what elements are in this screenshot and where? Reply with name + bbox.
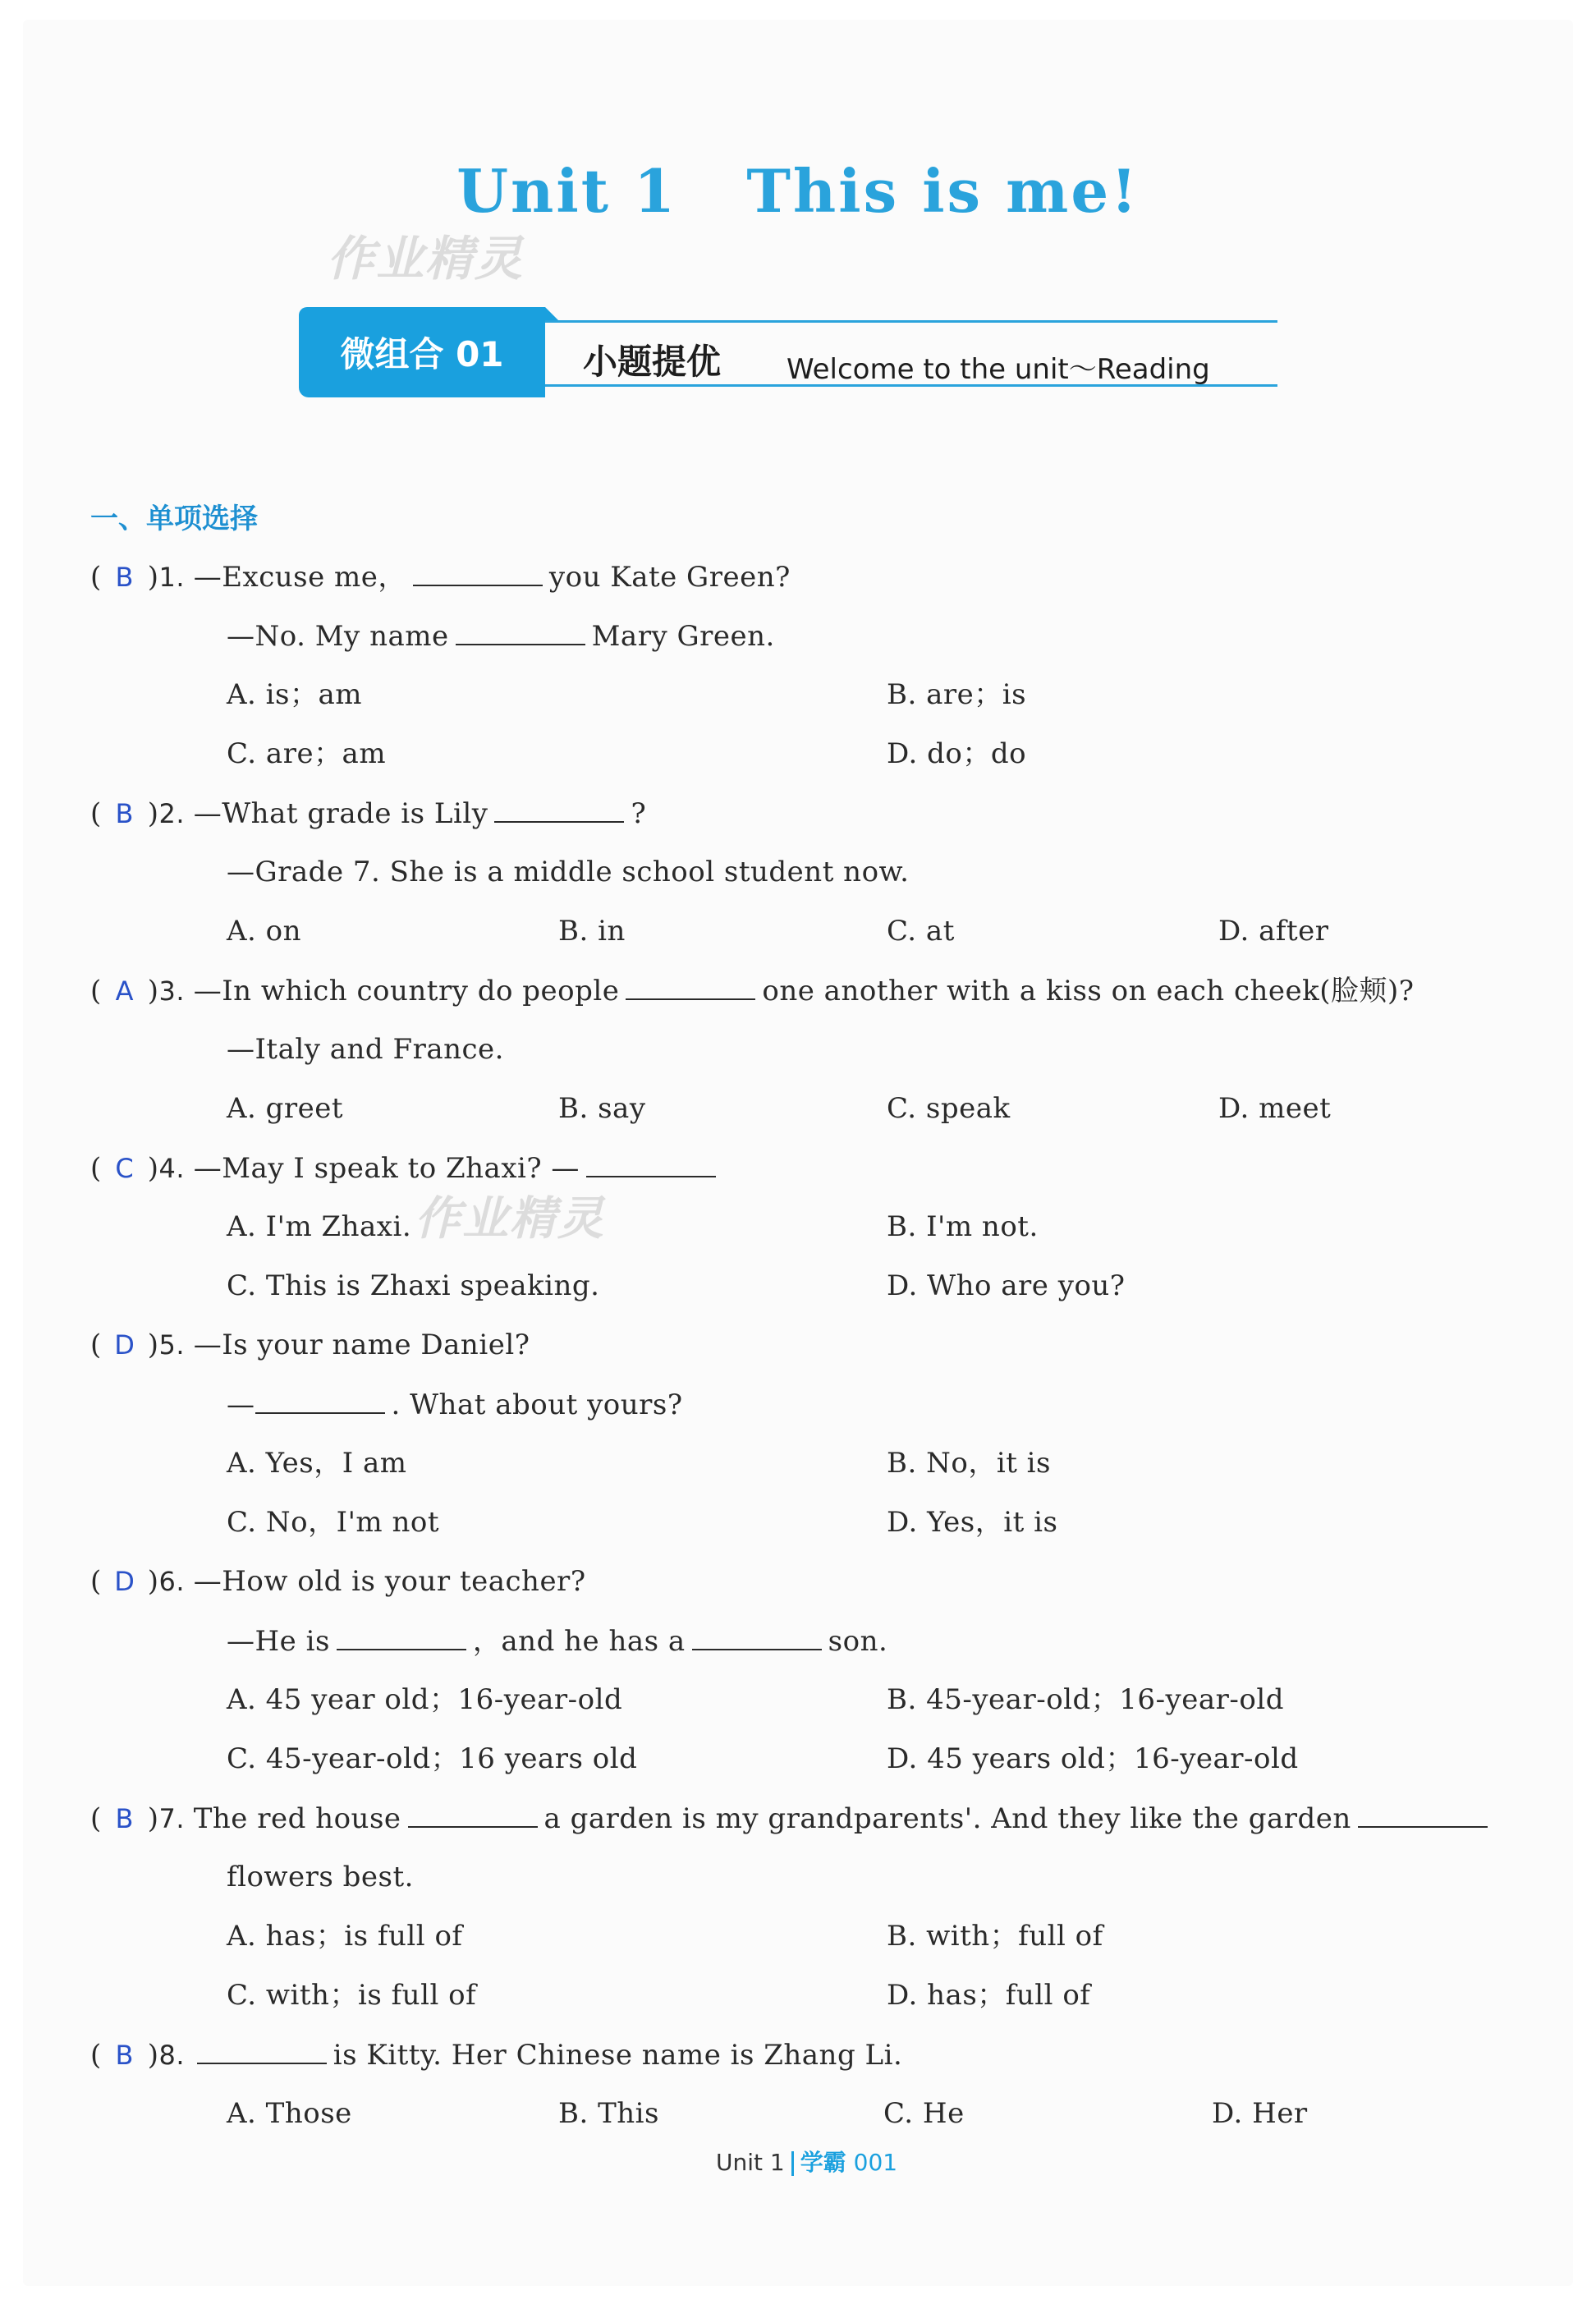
answer-8: B — [115, 2040, 134, 2071]
option-8b: B. This — [558, 2097, 659, 2130]
blank — [413, 560, 543, 586]
question-3-line-2: —Italy and France. — [227, 1033, 504, 1066]
option-4b: B. I'm not. — [887, 1210, 1039, 1243]
option-5b: B. No，it is — [887, 1447, 1051, 1480]
option-3d: D. meet — [1218, 1092, 1332, 1125]
option-8d: D. Her — [1212, 2097, 1308, 2130]
question-3: ( A )3. —In which country do people one another with a kiss on each cheek(脸颊)? — [90, 975, 1415, 1007]
option-2b: B. in — [558, 915, 626, 948]
question-7: ( B )7. The red house a garden is my grandparents'. And they like the garden — [90, 1801, 1494, 1835]
option-6c: C. 45-year-old；16 years old — [227, 1742, 638, 1775]
option-2d: D. after — [1218, 915, 1329, 948]
option-6d: D. 45 years old；16-year-old — [887, 1742, 1299, 1775]
option-6a: A. 45 year old；16-year-old — [227, 1683, 623, 1716]
banner-subtitle: Welcome to the unit～Reading — [787, 353, 1210, 386]
page-footer — [716, 2145, 897, 2178]
option-1a: A. is；am — [227, 678, 363, 711]
option-2c: C. at — [887, 915, 955, 948]
option-8a: A. Those — [227, 2097, 352, 2130]
question-1-line-2: —No. My name Mary Green. — [227, 620, 775, 653]
option-5d: D. Yes，it is — [887, 1506, 1058, 1539]
footer-brand: 学霸 — [800, 2149, 846, 2176]
section-tab: 微组合 01 — [299, 307, 545, 397]
blank — [692, 1624, 822, 1650]
option-7c: C. with；is full of — [227, 1979, 477, 2012]
answer-5: D — [114, 1329, 135, 1361]
question-1: ( B )1. —Excuse me， you Kate Green? — [90, 561, 791, 594]
option-7a: A. has；is full of — [227, 1920, 463, 1953]
answer-7: B — [115, 1803, 134, 1834]
question-5: ( D )5. —Is your name Daniel? — [90, 1329, 530, 1361]
option-8c: C. He — [883, 2097, 965, 2130]
footer-separator — [791, 2151, 794, 2176]
option-5a: A. Yes，I am — [227, 1447, 407, 1480]
page-number: 001 — [853, 2149, 898, 2176]
option-1c: C. are；am — [227, 737, 387, 770]
question-4: ( C )4. —May I speak to Zhaxi? — — [90, 1151, 722, 1185]
question-6: ( D )6. —How old is your teacher? — [90, 1565, 586, 1598]
question-5-line-2: — . What about yours? — [227, 1388, 683, 1421]
blank — [626, 974, 755, 1000]
section-heading: 一、单项选择 — [90, 503, 258, 535]
question-2-line-2: —Grade 7. She is a middle school student now. — [227, 856, 910, 888]
blank — [586, 1151, 716, 1177]
option-1b: B. are；is — [887, 678, 1027, 711]
blank — [456, 619, 585, 645]
option-3a: A. greet — [227, 1092, 344, 1125]
page-title: Unit 1 This is me! — [456, 156, 1140, 226]
option-3b: B. say — [558, 1092, 646, 1125]
option-7b: B. with；full of — [887, 1920, 1103, 1953]
option-7d: D. has；full of — [887, 1979, 1091, 2012]
answer-1: B — [115, 562, 134, 593]
question-2: ( B )2. —What grade is Lily ? — [90, 797, 647, 830]
option-1d: D. do；do — [887, 737, 1027, 770]
option-4d: D. Who are you? — [887, 1269, 1126, 1302]
option-4a: A. I'm Zhaxi. — [227, 1210, 412, 1243]
answer-2: B — [115, 798, 134, 829]
answer-3: A — [115, 975, 134, 1007]
option-3c: C. speak — [887, 1092, 1011, 1125]
question-6-line-2: —He is ，and he has a son. — [227, 1625, 888, 1658]
banner-rule-top — [545, 320, 1277, 323]
watermark: 作业精灵 — [415, 1192, 605, 1246]
footer-unit: Unit 1 — [716, 2149, 785, 2176]
question-7-line-2: flowers best. — [227, 1861, 414, 1893]
answer-4: C — [115, 1153, 135, 1184]
blank — [197, 2038, 327, 2064]
blank — [337, 1624, 466, 1650]
banner-label: 小题提优 — [583, 342, 722, 382]
blank — [255, 1388, 385, 1414]
blank — [494, 796, 624, 823]
answer-6: D — [114, 1566, 135, 1597]
blank — [1358, 1801, 1488, 1828]
option-2a: A. on — [227, 915, 302, 948]
blank — [408, 1801, 538, 1828]
question-8: ( B )8. is Kitty. Her Chinese name is Zhang Li. — [90, 2039, 903, 2072]
watermark: 作业精灵 — [327, 231, 525, 287]
option-4c: C. This is Zhaxi speaking. — [227, 1269, 600, 1302]
option-6b: B. 45-year-old；16-year-old — [887, 1683, 1285, 1716]
option-5c: C. No，I'm not — [227, 1506, 439, 1539]
